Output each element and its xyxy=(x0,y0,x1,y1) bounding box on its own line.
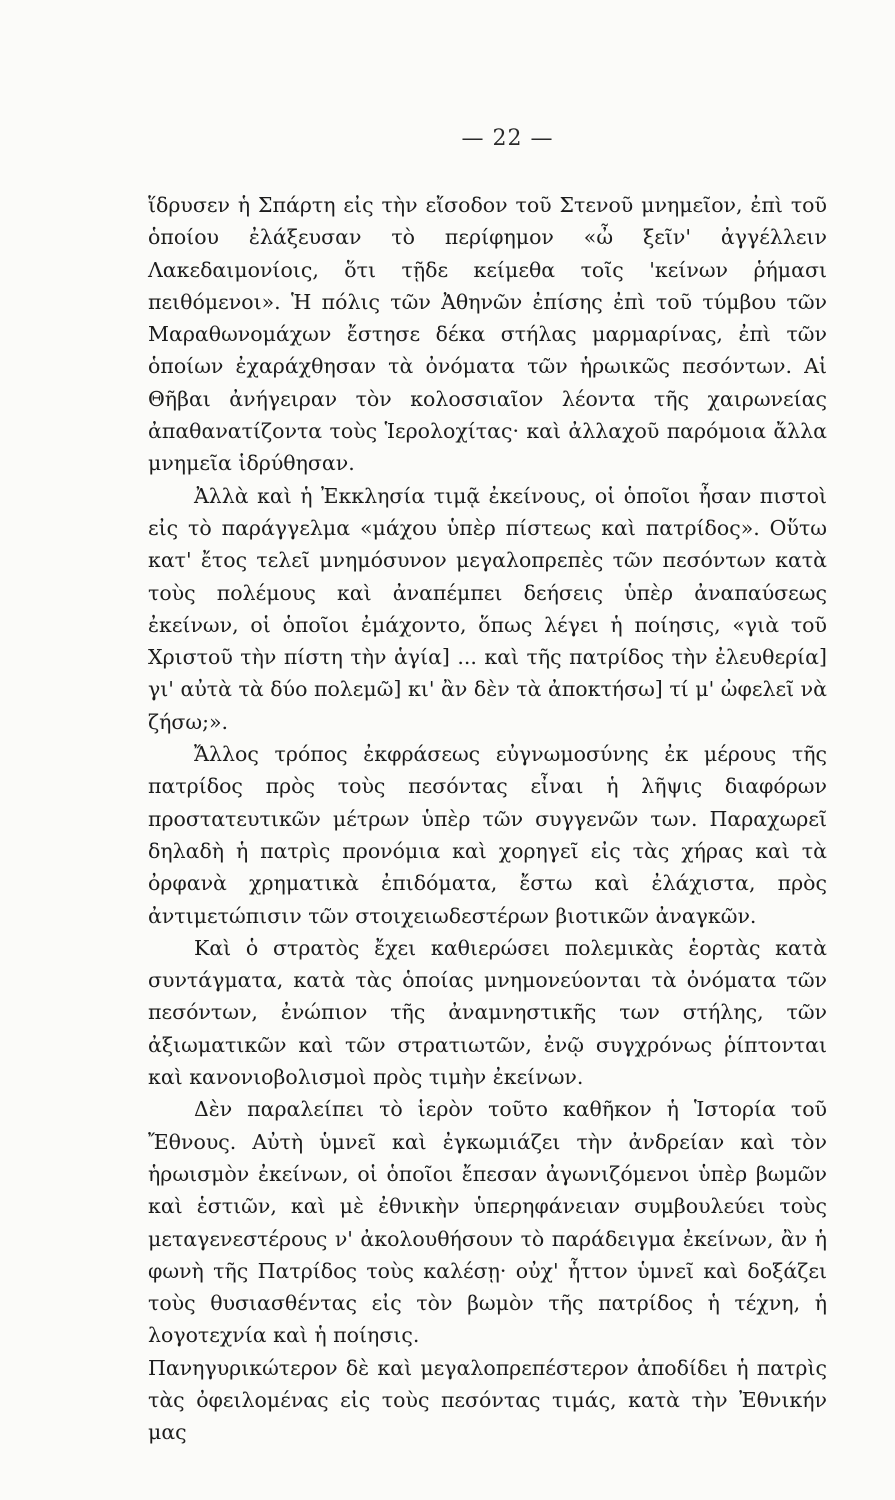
paragraph-1: ἵδρυσεν ἡ Σπάρτη εἰς τὴν εἴσοδον τοῦ Στενοῦ μνημεῖον, ἐπὶ τοῦ ὁποίου ἐλάξευσαν τὸ περίφημον «ὦ ξεῖν' ἀγγέλλειν Λακεδαιμονίοις, ὅτι τῇδε κείμεθα τοῖς 'κείνων ῥήμασι πειθόμενοι». Ἡ πόλις τῶν Ἀθηνῶν ἐπίσης ἐπὶ τοῦ τύμβου τῶν Μαραθωνομάχων ἔστησε δέκα στήλας μαρμαρίνας, ἐπὶ τῶν ὁποίων ἐχαράχθησαν τὰ ὀνόματα τῶν ἡρωικῶς πεσόντων. Αἱ Θῆβαι ἀνήγειραν τὸν κολοσσιαῖον λέοντα τῆς χαιρωνείας ἀπαθανατίζοντα τοὺς Ἱερολοχίτας· καὶ ἀλλαχοῦ παρόμοια ἄλλα μνημεῖα ἱδρύθησαν. xyxy=(148,193,827,476)
paragraph-5: Δὲν παραλείπει τὸ ἱερὸν τοῦτο καθῆκον ἡ Ἱστορία τοῦ Ἔθνους. Αὐτὴ ὑμνεῖ καὶ ἐγκωμιάζει τὴν ἀνδρείαν καὶ τὸν ἡρωισμὸν ἐκείνων, οἱ ὁποῖοι ἔπεσαν ἀγωνιζόμενοι ὑπὲρ βωμῶν καὶ ἑστιῶν, καὶ μὲ ἐθνικὴν ὑπερηφάνειαν συμβουλεύει τοὺς μεταγενεστέρους ν' ἀκολουθήσουν τὸ παράδειγμα ἐκείνων, ἂν ἡ φωνὴ τῆς Πατρίδος τοὺς καλέσῃ· οὐχ' ἧττον ὑμνεῖ καὶ δοξάζει τοὺς θυσιασθέντας εἰς τὸν βωμὸν τῆς πατρίδος ἡ τέχνη, ἡ λογοτεχνία καὶ ἡ ποίησις. xyxy=(148,1097,827,1348)
paragraph-2: Ἀλλὰ καὶ ἡ Ἐκκλησία τιμᾷ ἐκείνους, οἱ ὁποῖοι ἦσαν πιστοὶ εἰς τὸ παράγγελμα «μάχου ὑπὲρ πίστεως καὶ πατρίδος». Οὕτω κατ' ἔτος τελεῖ μνημόσυνον μεγαλοπρεπὲς τῶν πεσόντων κατὰ τοὺς πολέμους καὶ ἀναπέμπει δεήσεις ὑπὲρ ἀναπαύσεως ἐκείνων, οἱ ὁποῖοι ἐμάχοντο, ὅπως λέγει ἡ ποίησις, «γιὰ τοῦ Χριστοῦ τὴν πίστη τὴν ἁγία] ... καὶ τῆς πατρίδος τὴν ἐλευθερία] γι' αὐτὰ τὰ δύο πολεμῶ] κι' ἂν δὲν τὰ ἀποκτήσω] τί μ' ὠφελεῖ νὰ ζήσω;». xyxy=(148,483,827,734)
page-number: — 22 — xyxy=(461,126,554,151)
paragraph-4: Καὶ ὁ στρατὸς ἔχει καθιερώσει πολεμικὰς ἑορτὰς κατὰ συντάγματα, κατὰ τὰς ὁποίας μνημονεύονται τὰ ὀνόματα τῶν πεσόντων, ἐνώπιον τῆς ἀναμνηστικῆς των στήλης, τῶν ἀξιωματικῶν καὶ τῶν στρατιωτῶν, ἐνῷ συγχρόνως ῥίπτονται καὶ κανονιοβολισμοὶ πρὸς τιμὴν ἐκείνων. xyxy=(148,935,827,1090)
paragraph-3: Ἄλλος τρόπος ἐκφράσεως εὐγνωμοσύνης ἐκ μέρους τῆς πατρίδος πρὸς τοὺς πεσόντας εἶναι ἡ λῆψις διαφόρων προστατευτικῶν μέτρων ὑπὲρ τῶν συγγενῶν των. Παραχωρεῖ δηλαδὴ ἡ πατρὶς προνόμια καὶ χορηγεῖ εἰς τὰς χήρας καὶ τὰ ὀρφανὰ χρηματικὰ ἐπιδόματα, ἔστω καὶ ἐλάχιστα, πρὸς ἀντιμετώπισιν τῶν στοιχειωδεστέρων βιοτικῶν ἀναγκῶν. xyxy=(148,742,827,928)
paragraph-6: Πανηγυρικώτερον δὲ καὶ μεγαλοπρεπέστερον ἀποδίδει ἡ πατρὶς τὰς ὀφειλομένας εἰς τοὺς πεσόντας τιμάς, κατὰ τὴν Ἐθνικήν μας xyxy=(148,1355,827,1445)
body-text xyxy=(148,189,827,1449)
